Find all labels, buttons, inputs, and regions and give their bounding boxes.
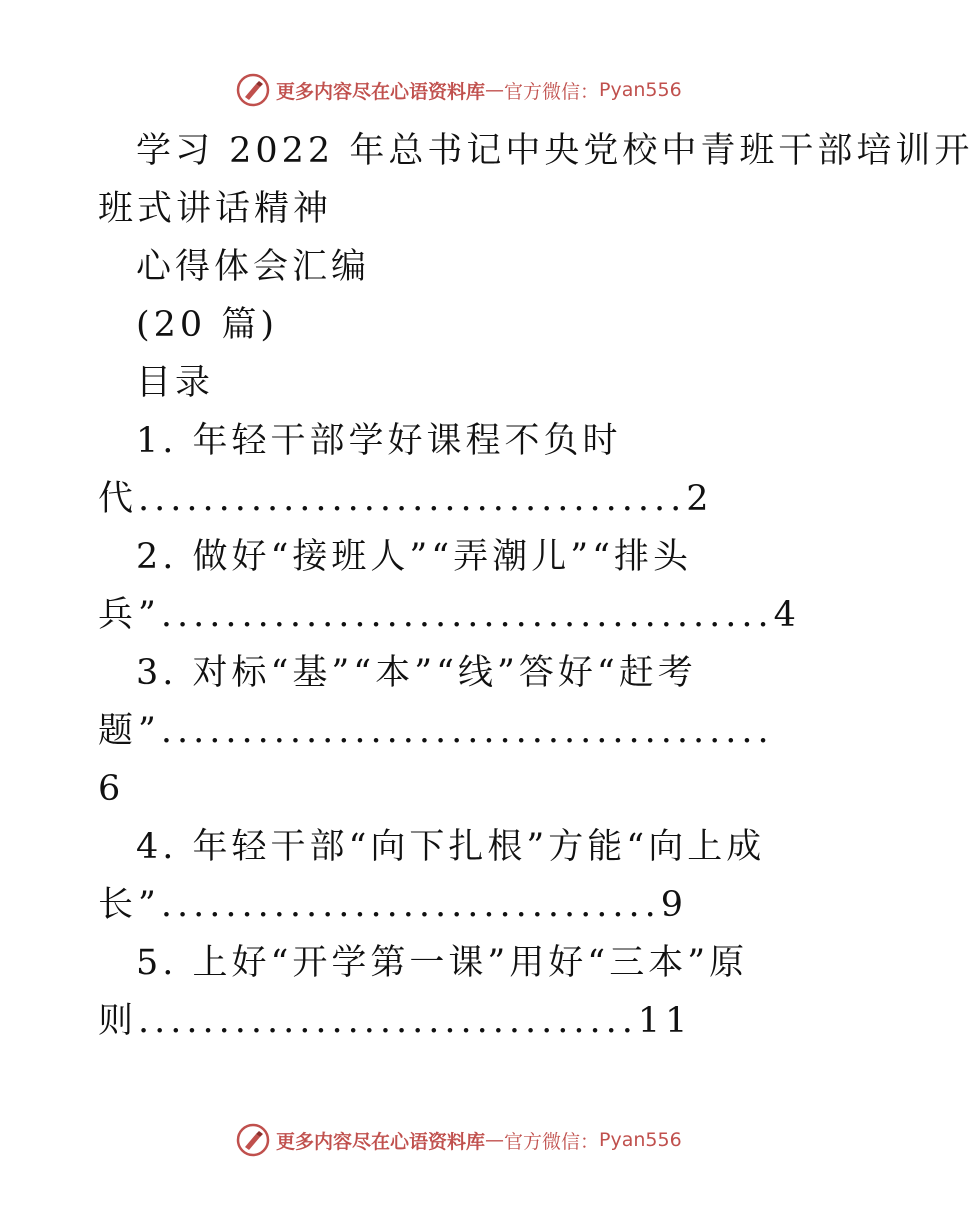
banner-brand-text: 更多内容尽在心语资料库 <box>276 80 486 103</box>
toc-item-3-title: 3. 对标“基”“本”“线”答好“赶考 <box>136 653 697 693</box>
toc-item-1-leader: 代..................................2 <box>98 479 714 519</box>
toc-item-3-leader: 题”...................................... <box>98 711 774 751</box>
pen-logo-icon <box>236 73 270 107</box>
toc-item-4-title: 4. 年轻干部“向下扎根”方能“向上成 <box>136 827 766 867</box>
banner-wechat-account: Pyan556 <box>599 79 682 101</box>
banner-wechat-label: 官方微信： <box>504 1130 600 1153</box>
document-subtitle: 心得体会汇编 <box>136 247 371 287</box>
toc-item-1-title: 1. 年轻干部学好课程不负时 <box>136 421 622 461</box>
toc-heading: 目录 <box>136 363 215 403</box>
header-watermark-banner <box>236 72 682 108</box>
toc-item-3-page: 6 <box>98 769 125 809</box>
document-title-line-1: 学习 2022 年总书记中央党校中青班干部培训开 <box>136 131 973 171</box>
toc-item-4-leader: 长”...............................9 <box>98 885 689 925</box>
toc-item-2-leader: 兵”......................................4 <box>98 595 801 635</box>
banner-wechat-account: Pyan556 <box>599 1129 682 1151</box>
banner-wechat-label: 官方微信： <box>504 80 600 103</box>
toc-item-5-leader: 则...............................11 <box>98 1001 693 1041</box>
toc-item-5-title: 5. 上好“开学第一课”用好“三本”原 <box>136 943 749 983</box>
pen-logo-icon <box>236 1123 270 1157</box>
toc-item-2-title: 2. 做好“接班人”“弄潮儿”“排头 <box>136 537 692 577</box>
document-title-line-2: 班式讲话精神 <box>98 189 333 229</box>
document-count: (20 篇) <box>136 305 278 345</box>
document-body <box>98 122 973 1050</box>
footer-watermark-banner <box>236 1122 682 1158</box>
banner-brand-text: 更多内容尽在心语资料库 <box>276 1130 486 1153</box>
banner-separator: — <box>485 79 505 101</box>
banner-separator: — <box>485 1129 505 1151</box>
